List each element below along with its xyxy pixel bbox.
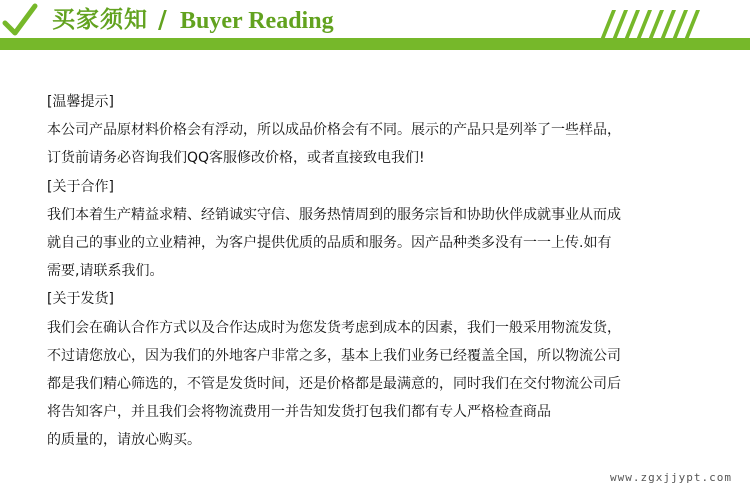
header-banner bbox=[0, 0, 750, 52]
section-heading-cooperation: [关于合作] bbox=[47, 178, 114, 195]
paragraph-line: 不过请您放心，因为我们的外地客户非常之多，基本上我们业务已经覆盖全国，所以物流公司 bbox=[47, 347, 621, 364]
buyer-notice-text bbox=[47, 88, 707, 454]
paragraph-line: 订货前请务必咨询我们QQ客服修改价格，或者直接致电我们! bbox=[47, 150, 425, 167]
paragraph-line: 将告知客户，并且我们会将物流费用一并告知发货打包我们都有专人严格检查商品 bbox=[47, 404, 551, 421]
title-separator: / bbox=[158, 5, 167, 34]
paragraph-line: 我们本着生产精益求精、经销诚实守信、服务热情周到的服务宗旨和协助伙伴成就事业从而成 bbox=[47, 206, 621, 223]
page-title-en: Buyer Reading bbox=[180, 8, 334, 34]
paragraph-line: 都是我们精心筛选的，不管是发货时间，还是价格都是最满意的，同时我们在交付物流公司后 bbox=[47, 375, 621, 392]
paragraph-line: 就自己的事业的立业精神，为客户提供优质的品质和服务。因产品种类多没有一一上传.如有 bbox=[47, 234, 612, 251]
slash-decoration-icon bbox=[590, 10, 720, 40]
page-title-cn: 买家须知 bbox=[52, 7, 148, 33]
section-heading-tips: [温馨提示] bbox=[47, 94, 114, 110]
check-icon bbox=[2, 2, 38, 38]
section-heading-shipping: [关于发货] bbox=[47, 291, 114, 308]
watermark: www.zgxjjypt.com bbox=[610, 471, 732, 484]
paragraph-line: 我们会在确认合作方式以及合作达成时为您发货考虑到成本的因素，我们一般采用物流发货， bbox=[47, 319, 621, 336]
paragraph-line: 的质量的，请放心购买。 bbox=[47, 432, 201, 449]
paragraph-line: 本公司产品原材料价格会有浮动，所以成品价格会有不同。展示的产品只是列举了一些样品， bbox=[47, 122, 621, 139]
paragraph-line: 需要,请联系我们。 bbox=[47, 263, 164, 280]
